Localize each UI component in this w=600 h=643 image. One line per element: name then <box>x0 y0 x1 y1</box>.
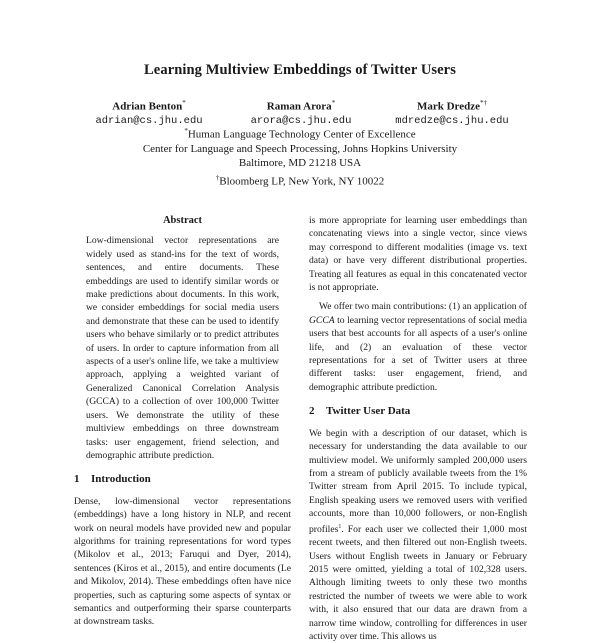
section-heading-twitter-user-data: 2 Twitter User Data <box>309 405 411 418</box>
abstract-heading: Abstract <box>162 215 203 226</box>
author-email: adrian@cs.jhu.edu <box>95 114 203 127</box>
abstract-text: Low-dimensional vector representations are widely used as stand-ins for the text of words, sentences, and entire documents. These embeddings are used to identify similar words or make predictions about documents. In this work, we consider embeddings for social media users and demonstrate that these can be used to identify users who behave similarly or to predict attributes of users. In order to capture information from all aspects of a user's online life, we take a multiview approach, applying a weighted variant of Generalized Canonical Correlation Analysis (GCCA) to a collection of over 100,000 Twitter users. We demonstrate the utility of these multiview embeddings on three downstream tasks: user engagement, friend selection, and demographic attribute prediction. <box>86 235 279 461</box>
affiliation-line: †Bloomberg LP, New York, NY 10022 <box>215 173 385 188</box>
continuation-text: is more appropriate for learning user embeddings than concatenating views into a single vector, since views may correspond to different modalities (image vs. text data) or have very different distributional properties. Treating all features as equal in this concatenated vector is not appropriate. <box>309 215 527 294</box>
author-email: mdredze@cs.jhu.edu <box>395 114 509 127</box>
right-column <box>309 214 527 643</box>
affiliation-line: Center for Language and Speech Processing, Johns Hopkins University <box>142 142 458 155</box>
paper-title: Learning Multiview Embeddings of Twitter Users <box>144 62 456 78</box>
author-name: Mark Dredze*† <box>416 99 488 113</box>
introduction-text: Dense, low-dimensional vector representations (embeddings) have a long history in NLP, and recent work on neural models have provided new and popular algorithms for training representations for word types (Mikolov et al., 2013; Faruqui and Dyer, 2014), sentences (Kiros et al., 2015), and entire documents (Le and Mikolov, 2014). These embeddings often have nice properties, such as capturing some aspects of syntax or semantics and outperforming their sparse counterparts at downstream tasks. <box>74 495 291 628</box>
left-column <box>74 214 291 629</box>
footnote-marker: 1 <box>338 523 342 530</box>
affiliation-line: Baltimore, MD 21218 USA <box>238 157 362 170</box>
contributions-text: We offer two main contributions: (1) an application of GCCA to learning vector representations of social media users that best accounts for all aspects of a user's online life, and (2) an evaluation of these vector representations for a set of Twitter users at three different tasks: user engagement, friend, and demographic attribute prediction. <box>309 301 527 393</box>
section-heading-introduction: 1 Introduction <box>74 473 151 486</box>
author-name: Adrian Benton* <box>112 99 186 113</box>
author-email: arora@cs.jhu.edu <box>250 114 352 127</box>
affiliation-line: *Human Language Technology Center of Excellence <box>184 127 416 141</box>
author-name: Raman Arora* <box>266 99 336 113</box>
affiliations <box>0 124 600 189</box>
twitter-data-text: We begin with a description of our dataset, which is necessary for understanding the data available to our multiview model. We uniformly sampled 200,000 users from a stream of publicly available tweets from the 1% Twitter stream from April 2015. To include typical, English speaking users we removed users with verified accounts, more than 10,000 followers, or non-English profiles$^1$. For each user we collected their 1,000 most recent tweets, and then filtered out non-English tweets. Users without English tweets in January or February 2015 were omitted, yielding a total of 102,328 users. Although limiting tweets to only these two months restricted the number of tweets we were able to work with, it also ensured that our data are drawn from a narrow time window, controlling for differences in user activity over time. This allows us <box>309 427 527 642</box>
